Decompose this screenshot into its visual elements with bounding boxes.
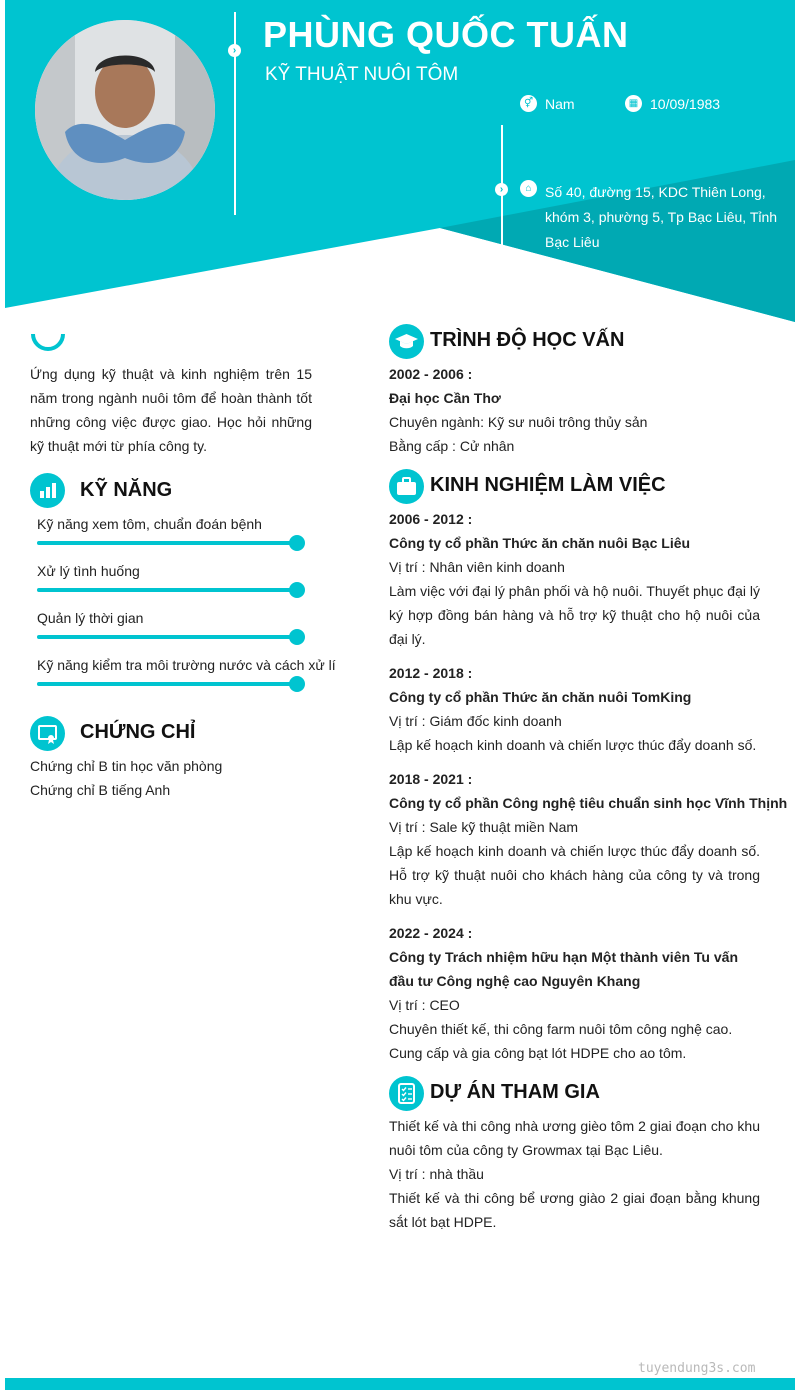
job-description: Làm việc với đại lý phân phối và hộ nuôi. Thuyết phục đại lý ký hợp đồng bán hàng và hỗ trợ kỹ thuật cho hộ nuôi của đại lý. — [389, 583, 760, 647]
skill-bar — [37, 682, 297, 686]
certificate-item: Chứng chỉ B tiếng Anh — [30, 782, 171, 798]
job-description: Lập kế hoạch kinh doanh và chiến lược thúc đẩy doanh số. — [389, 737, 757, 753]
gender-icon: ⚥ — [520, 95, 537, 112]
job-description: Lập kế hoạch kinh doanh và chiến lược thúc đẩy doanh số. Hỗ trợ kỹ thuật nuôi cho khách hàng của công ty và trong khu vực. — [389, 843, 760, 907]
skill-knob — [289, 582, 305, 598]
objective-text: Ứng dụng kỹ thuật và kinh nghiệm trên 15 năm trong ngành nuôi tôm để hoàn thành tốt những công việc được giao. Học hỏi những kỹ thuật mới từ phía công ty. — [30, 366, 312, 454]
job-title: KỸ THUẬT NUÔI TÔM — [265, 64, 459, 85]
avatar — [35, 20, 215, 200]
job-company: Công ty cổ phần Công nghệ tiêu chuẩn sinh học Vĩnh Thịnh — [389, 795, 788, 811]
skill-label: Quản lý thời gian — [37, 610, 144, 626]
skill-knob — [289, 676, 305, 692]
skill-knob — [289, 535, 305, 551]
skill-bar — [37, 635, 297, 639]
education-school: Đại học Cần Thơ — [389, 390, 501, 406]
timeline-line — [501, 125, 503, 270]
project-description: Thiết kế và thi công nhà ương gièo tôm 2 giai đoạn cho khu nuôi tôm của công ty Growmax tại Bạc Liêu. — [389, 1118, 760, 1158]
experience-title: KINH NGHIỆM LÀM VIỆC — [430, 474, 666, 496]
job-position: Vị trí : CEO — [389, 997, 460, 1013]
calendar-icon: ▦ — [625, 95, 642, 112]
job-period: 2012 - 2018 : — [389, 665, 473, 681]
chevron-right-icon: › — [495, 183, 508, 196]
footer-bar — [5, 1378, 795, 1390]
education-title: TRÌNH ĐỘ HỌC VẤN — [430, 329, 625, 351]
home-icon: ⌂ — [520, 180, 537, 197]
skill-bar — [37, 588, 297, 592]
certificate-icon — [30, 716, 65, 751]
timeline-line — [234, 12, 236, 215]
address-value: Số 40, đường 15, KDC Thiên Long, khóm 3, phường 5, Tp Bạc Liêu, Tỉnh Bạc Liêu — [545, 184, 778, 250]
job-position: Vị trí : Sale kỹ thuật miền Nam — [389, 819, 579, 835]
objective-icon — [30, 322, 66, 358]
watermark: tuyendung3s.com — [638, 1361, 756, 1376]
job-description: Chuyên thiết kế, thi công farm nuôi tôm công nghệ cao. — [389, 1021, 733, 1037]
job-period: 2006 - 2012 : — [389, 511, 473, 527]
checklist-icon — [389, 1076, 424, 1111]
job-position: Vị trí : Giám đốc kinh doanh — [389, 713, 562, 729]
project-description: Thiết kế và thi công bể ương giào 2 giai đoạn bằng khung sắt lót bạt HDPE. — [389, 1190, 760, 1230]
education-degree: Bằng cấp : Cử nhân — [389, 438, 515, 454]
candidate-name: PHÙNG QUỐC TUẤN — [263, 14, 629, 55]
job-company: Công ty Trách nhiệm hữu hạn Một thành viên Tu vấn đầu tư Công nghệ cao Nguyên Khang — [389, 949, 739, 989]
skill-label: Kỹ năng kiểm tra môi trường nước và cách xử lí — [37, 657, 336, 673]
gender-value: Nam — [545, 96, 575, 112]
job-description: Cung cấp và gia công bạt lót HDPE cho ao tôm. — [389, 1045, 687, 1061]
skill-knob — [289, 629, 305, 645]
job-position: Vị trí : Nhân viên kinh doanh — [389, 559, 565, 575]
graduation-cap-icon — [389, 324, 424, 359]
job-company: Công ty cổ phần Thức ăn chăn nuôi TomKing — [389, 689, 692, 705]
education-period: 2002 - 2006 : — [389, 366, 473, 382]
skill-label: Kỹ năng xem tôm, chuẩn đoán bệnh — [37, 516, 262, 532]
dob-value: 10/09/1983 — [650, 96, 721, 112]
skills-title: KỸ NĂNG — [80, 479, 173, 501]
job-period: 2018 - 2021 : — [389, 771, 473, 787]
skill-bar — [37, 541, 297, 545]
education-major: Chuyên ngành: Kỹ sư nuôi trông thủy sản — [389, 414, 648, 430]
certificates-title: CHỨNG CHỈ — [80, 721, 196, 743]
chevron-right-icon: › — [228, 44, 241, 57]
job-period: 2022 - 2024 : — [389, 925, 473, 941]
job-company: Công ty cổ phần Thức ăn chăn nuôi Bạc Liêu — [389, 535, 691, 551]
certificate-item: Chứng chỉ B tin học văn phòng — [30, 758, 223, 774]
bar-chart-icon — [30, 473, 65, 508]
skill-label: Xử lý tình huống — [37, 563, 140, 579]
projects-title: DỰ ÁN THAM GIA — [430, 1081, 600, 1103]
briefcase-icon — [389, 469, 424, 504]
project-position: Vị trí : nhà thầu — [389, 1166, 484, 1182]
